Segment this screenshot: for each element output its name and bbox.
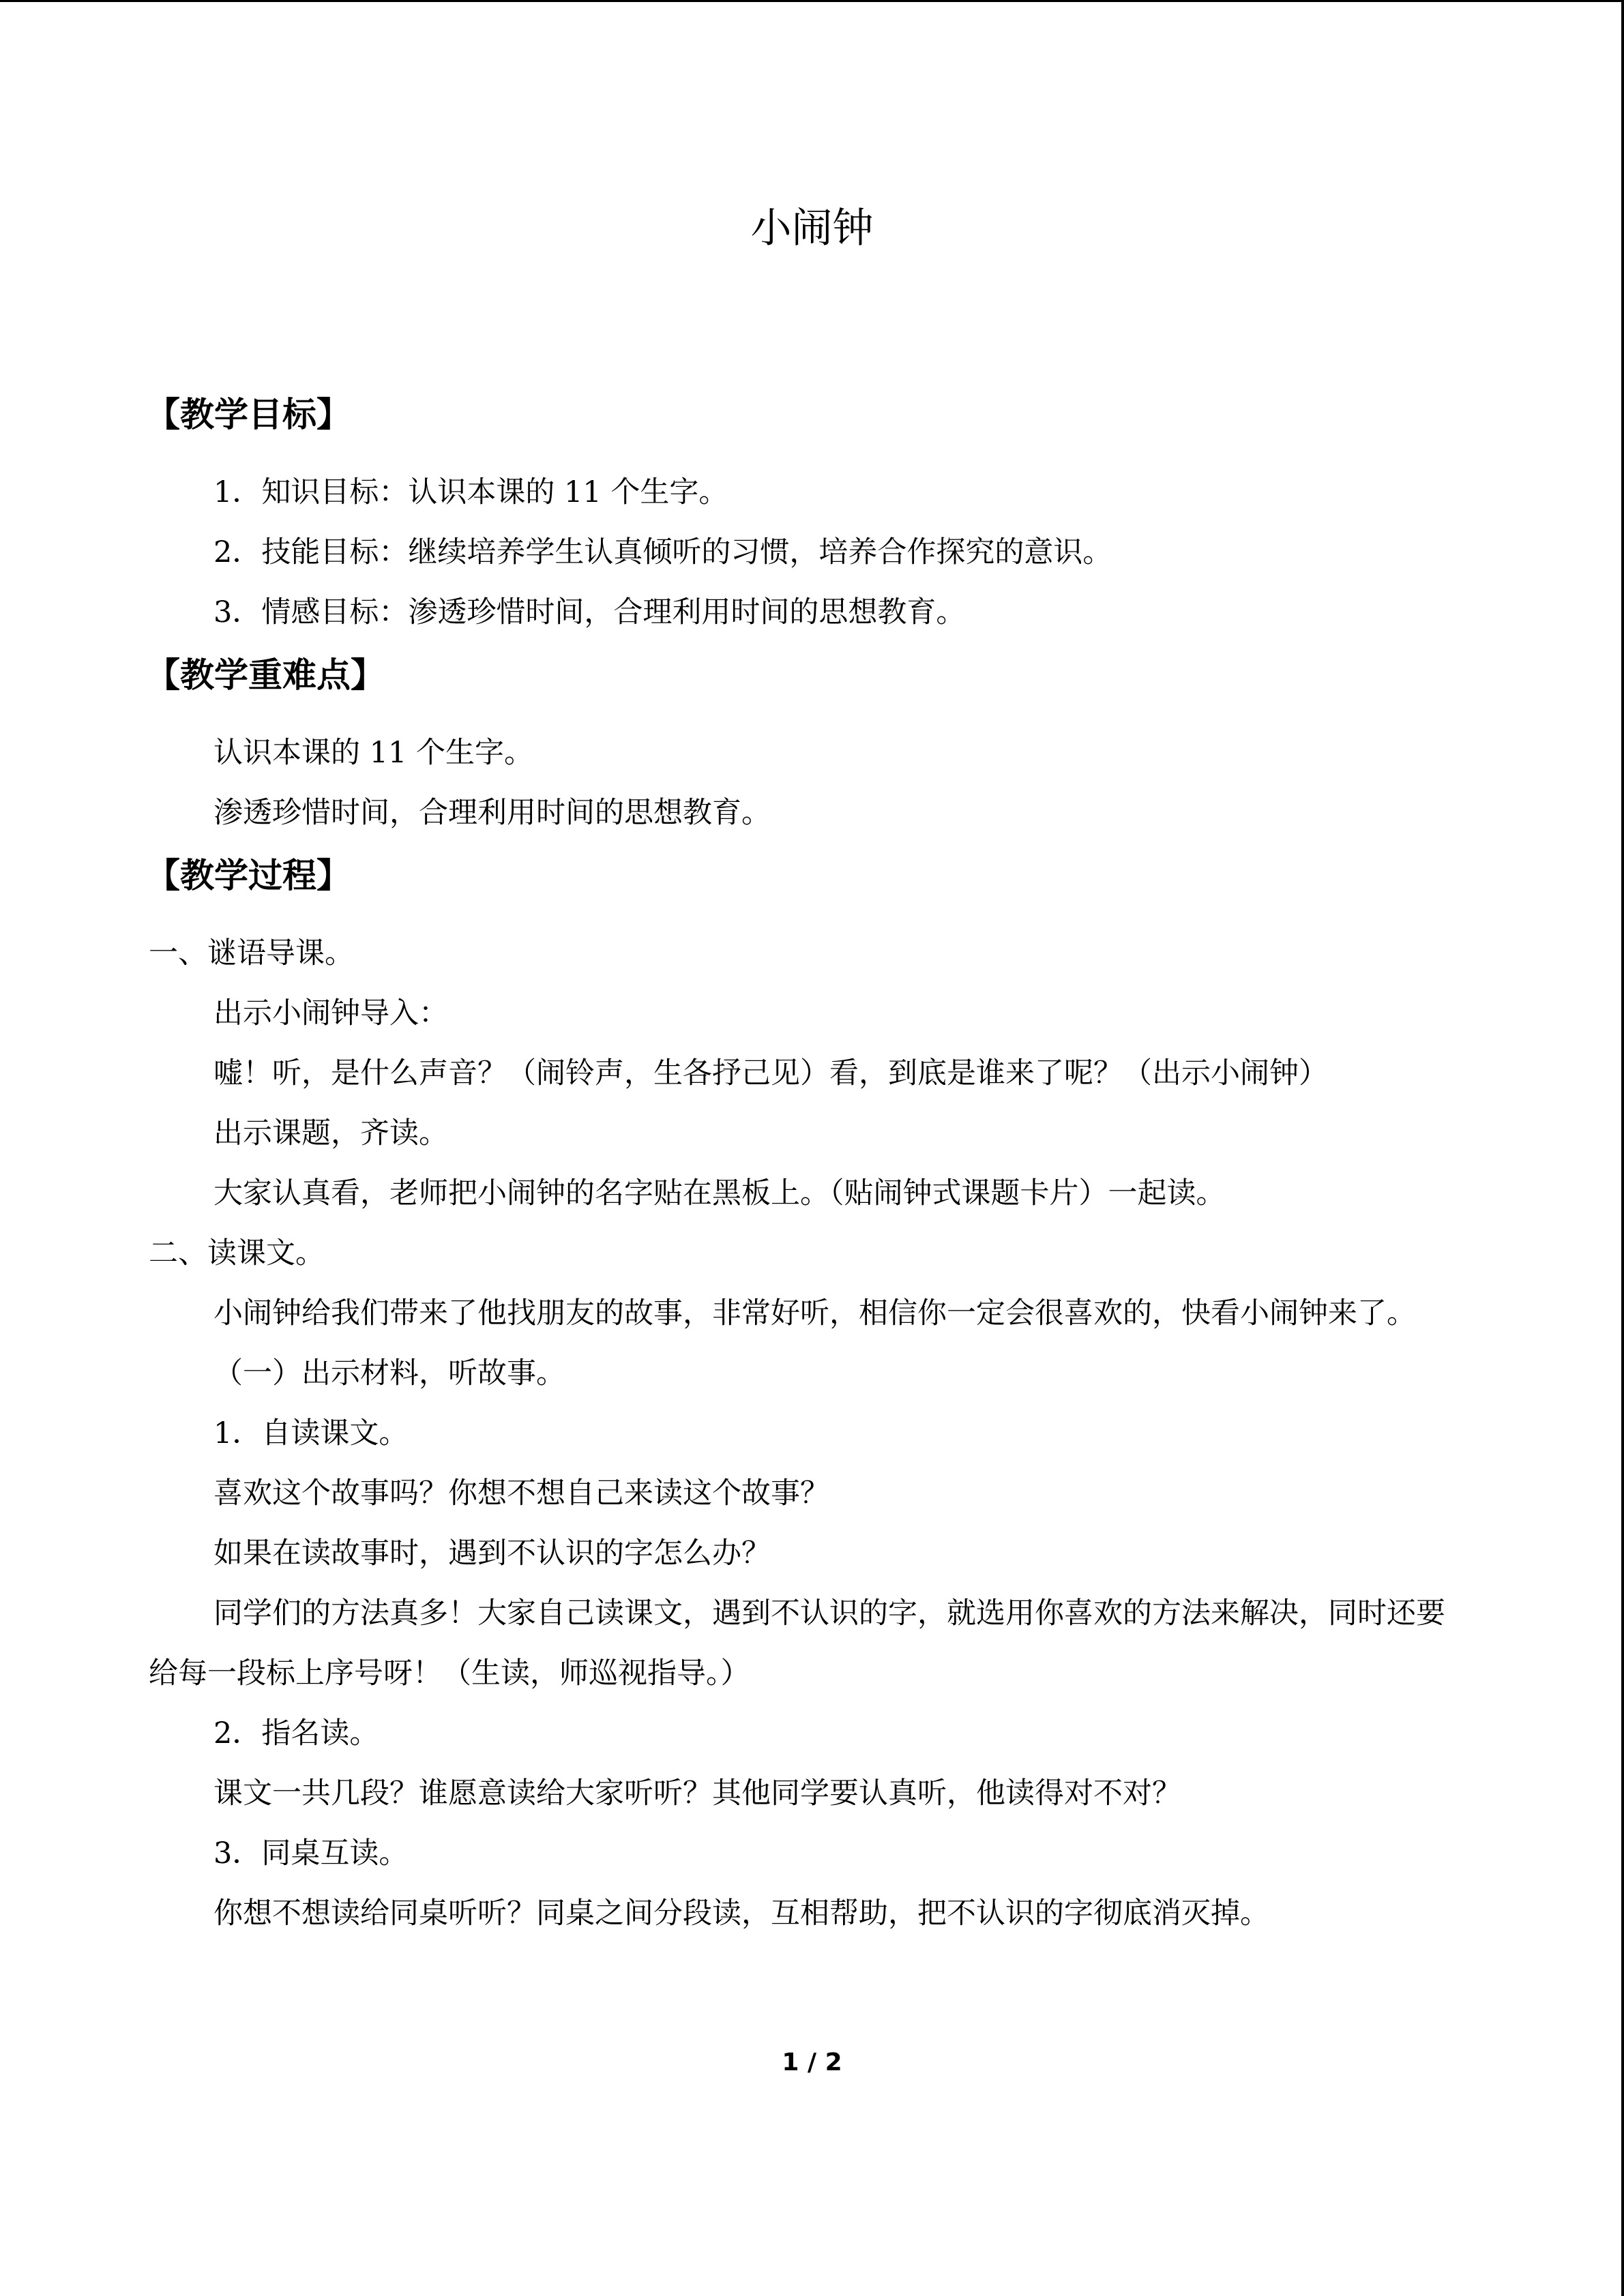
process-paragraph: 同学们的方法真多！大家自己读课文，遇到不认识的字，就选用你喜欢的方法来解决，同时还要给每一段标上序号呀！（生读，师巡视指导。） xyxy=(149,1596,1445,1690)
process-paragraph: 喜欢这个故事吗？你想不想自己来读这个故事？ xyxy=(213,1476,829,1510)
key-point-paragraph: 认识本课的 11 个生字。 xyxy=(213,736,534,770)
page-number: 1 / 2 xyxy=(782,2048,842,2076)
section-heading-key-points: 【教学重难点】 xyxy=(146,655,385,695)
objective-emotion: 3．情感目标：渗透珍惜时间，合理利用时间的思想教育。 xyxy=(213,595,966,629)
process-paragraph: 大家认真看，老师把小闹钟的名字贴在黑板上。（贴闹钟式课题卡片）一起读。 xyxy=(213,1176,1226,1210)
objective-knowledge: 1．知识目标：认识本课的 11 个生字。 xyxy=(213,475,728,509)
process-paragraph: 你想不想读给同桌听听？同桌之间分段读，互相帮助，把不认识的字彻底消灭掉。 xyxy=(213,1896,1269,1930)
process-paragraph: 出示小闹钟导入： xyxy=(213,996,448,1030)
objective-skill: 2．技能目标：继续培养学生认真倾听的习惯，培养合作探究的意识。 xyxy=(213,535,1112,569)
document-body xyxy=(146,382,1472,1943)
key-point-paragraph: 渗透珍惜时间，合理利用时间的思想教育。 xyxy=(213,796,771,830)
process-step-heading: 二、读课文。 xyxy=(149,1236,325,1270)
process-paragraph: 出示课题，齐读。 xyxy=(213,1116,448,1150)
process-paragraph: 如果在读故事时，遇到不认识的字怎么办？ xyxy=(213,1536,771,1570)
process-paragraph: 2．指名读。 xyxy=(213,1716,379,1750)
top-border-line xyxy=(0,0,1624,2)
process-step-heading: 一、谜语导课。 xyxy=(149,936,354,970)
process-paragraph: 课文一共几段？谁愿意读给大家听听？其他同学要认真听，他读得对不对？ xyxy=(213,1776,1181,1810)
section-heading-objectives: 【教学目标】 xyxy=(146,395,351,434)
process-paragraph: 3．同桌互读。 xyxy=(213,1836,409,1870)
process-paragraph: 小闹钟给我们带来了他找朋友的故事，非常好听，相信你一定会很喜欢的，快看小闹钟来了。 xyxy=(213,1296,1416,1330)
section-heading-process: 【教学过程】 xyxy=(146,856,351,895)
document-title: 小闹钟 xyxy=(750,205,874,252)
process-paragraph: （一）出示材料，听故事。 xyxy=(213,1356,565,1390)
process-paragraph: 1．自读课文。 xyxy=(213,1416,409,1450)
right-border-line xyxy=(1621,0,1624,2296)
process-paragraph: 嘘！听，是什么声音？（闹铃声，生各抒己见）看，到底是谁来了呢？（出示小闹钟） xyxy=(213,1056,1328,1090)
